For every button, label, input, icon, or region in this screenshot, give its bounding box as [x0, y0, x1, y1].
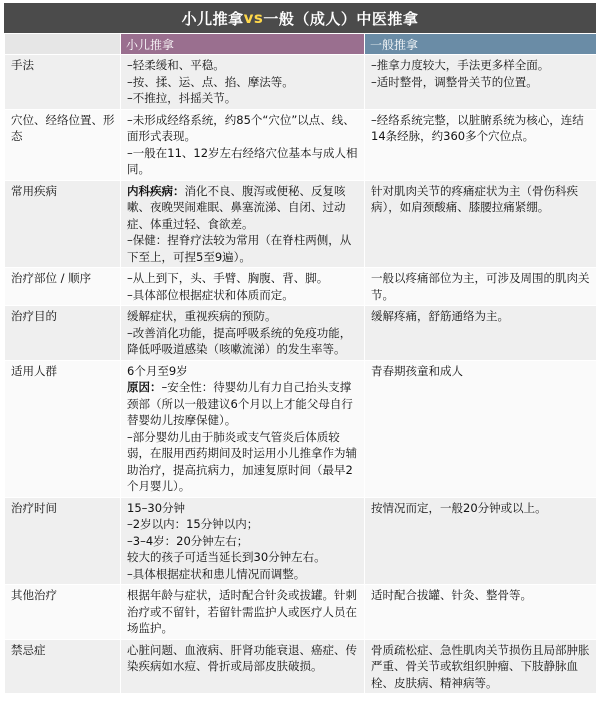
row-label: 其他治疗 — [5, 585, 121, 640]
title-vs: vs — [243, 9, 264, 27]
cell-line: –推拿力度较大，手法更多样全面。 — [371, 58, 550, 72]
row-label: 禁忌症 — [5, 639, 121, 694]
cell-line: –部分婴幼儿由于肺炎或支气管炎后体质较弱，在服用西药期间及时运用小儿推拿作为辅助治疗，提高抗病力，加速复原时间（最早2个月婴儿）。 — [127, 429, 357, 493]
pediatric-cell — [121, 55, 365, 110]
general-cell — [365, 497, 597, 585]
cell-lead-text: –安全性：待婴幼儿有力自己抬头支撑颈部（所以一般建议6个月以上才能父母自行替婴幼儿按摩保健）。 — [127, 380, 353, 427]
cell-line: –适时整骨，调整骨关节的位置。 — [371, 74, 538, 89]
general-cell — [365, 180, 597, 268]
table-row — [5, 639, 597, 694]
cell-line: –改善消化功能，提高呼吸系统的免疫功能，降低呼吸道感染（咳嗽流涕）的发生率等。 — [127, 325, 352, 356]
pediatric-cell — [121, 360, 365, 497]
cell-line: –按、揉、运、点、掐、摩法等。 — [127, 74, 294, 89]
header-general: 一般推拿 — [365, 34, 597, 55]
cell-line: 缓解疼痛，舒筋通络为主。 — [371, 309, 509, 323]
cell-line: –2岁以内：15分钟以内； — [127, 517, 259, 531]
comparison-table — [4, 33, 597, 694]
cell-line: 6个月至9岁 — [127, 363, 188, 378]
cell-line: 15–30分钟 — [127, 500, 186, 515]
pediatric-cell — [121, 497, 365, 585]
cell-line: 缓解症状，重视疾病的预防。 — [127, 309, 277, 323]
table-row — [5, 268, 597, 306]
table-row — [5, 585, 597, 640]
cell-line: 根据年龄与症状，适时配合针灸或拔罐。针刺治疗或不留针，若留针需监护人或医疗人员在场监护。 — [127, 588, 357, 635]
general-cell — [365, 306, 597, 361]
table-row — [5, 306, 597, 361]
cell-line: 按情况而定，一般20分钟或以上。 — [371, 500, 547, 515]
row-label: 手法 — [5, 55, 121, 110]
cell-lead: 内科疾病： — [127, 183, 185, 198]
table-row — [5, 497, 597, 585]
cell-line: 骨质疏松症、急性肌肉关节损伤且局部肿胀严重、骨关节或软组织肿瘤、下肢静脉血栓、皮肤病、精神病等。 — [371, 642, 590, 690]
general-cell — [365, 55, 597, 110]
page-title — [4, 3, 596, 33]
cell-lead: 原因： — [127, 380, 162, 394]
cell-line: 一般以疼痛部位为主，可涉及周围的肌肉关节。 — [371, 271, 590, 302]
row-label: 治疗时间 — [5, 497, 121, 585]
cell-line: 较大的孩子可适当延长到30分钟左右。 — [127, 550, 326, 564]
cell-line: –具体部位根据症状和体质而定。 — [127, 287, 294, 302]
title-right: 一般（成人）中医推拿 — [263, 9, 419, 28]
pediatric-cell — [121, 268, 365, 306]
pediatric-cell — [121, 585, 365, 640]
row-label: 穴位、经络位置、形态 — [5, 109, 121, 180]
cell-line: 适时配合拔罐、针灸、整骨等。 — [371, 588, 532, 602]
cell-line: 心脏问题、血液病、肝肾功能衰退、癌症、传染疾病如水痘、骨折或局部皮肤破损。 — [127, 642, 357, 673]
cell-lead-text: 消化不良、腹泻或便秘、反复咳嗽、夜晚哭闹难眠、鼻塞流涕、自闭、过动症、体重过轻、食欲差。 — [127, 183, 346, 231]
cell-line: –3–4岁：20分钟左右； — [127, 533, 249, 548]
cell-line — [127, 379, 359, 429]
table-row — [5, 55, 597, 110]
general-cell — [365, 360, 597, 497]
cell-line: –不推拉，抖摇关节。 — [127, 91, 237, 105]
pediatric-cell — [121, 306, 365, 361]
cell-line: –保健：捏脊疗法较为常用（在脊柱两侧，从下至上，可捏5至9遍）。 — [127, 233, 352, 264]
table-row — [5, 180, 597, 268]
row-label: 常用疾病 — [5, 180, 121, 268]
header-empty — [5, 34, 121, 55]
cell-line: –一般在11、12岁左右经络穴位基本与成人相同。 — [127, 145, 358, 176]
general-cell — [365, 109, 597, 180]
cell-line: –经络系统完整，以脏腑系统为核心，连结14条经脉，约360多个穴位点。 — [371, 112, 584, 143]
row-label: 治疗目的 — [5, 306, 121, 361]
table-row — [5, 109, 597, 180]
pediatric-cell — [121, 639, 365, 694]
header-pediatric: 小儿推拿 — [121, 34, 365, 55]
cell-line: 针对肌肉关节的疼痛症状为主（骨伤科疾病），如肩颈酸痛、膝腰拉痛紧绷。 — [371, 183, 578, 214]
cell-line — [127, 183, 359, 233]
cell-line: –从上到下，头、手臂、胸腹、背、脚。 — [127, 271, 329, 285]
cell-line: –未形成经络系统，约85个“穴位”以点、线、面形式表现。 — [127, 112, 355, 143]
cell-line: –轻柔缓和、平稳。 — [127, 58, 225, 72]
table-body — [5, 55, 597, 694]
table-row — [5, 360, 597, 497]
general-cell — [365, 639, 597, 694]
row-label: 适用人群 — [5, 360, 121, 497]
general-cell — [365, 585, 597, 640]
cell-line: –具体根据症状和患儿情况而调整。 — [127, 566, 306, 581]
row-label: 治疗部位 / 顺序 — [5, 268, 121, 306]
cell-line: 青春期孩童和成人 — [371, 363, 463, 378]
pediatric-cell — [121, 109, 365, 180]
table-header-row — [5, 34, 597, 55]
pediatric-cell — [121, 180, 365, 268]
title-left: 小儿推拿 — [181, 9, 244, 28]
general-cell — [365, 268, 597, 306]
